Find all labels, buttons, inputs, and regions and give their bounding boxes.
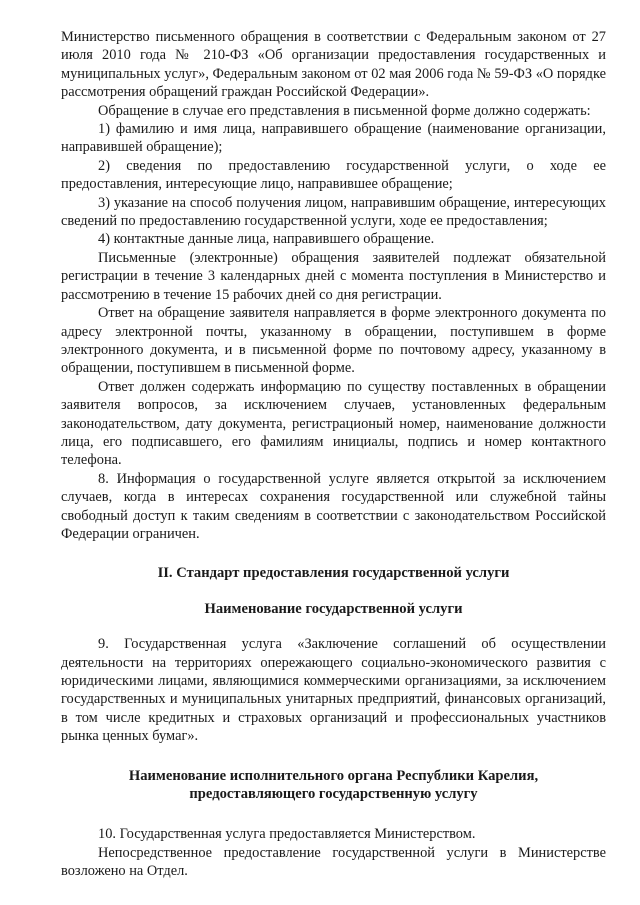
paragraph-ministry-request: Министерство письменного обращения в соответствии с Федеральным законом от 27 июля 2010 года № 210-ФЗ «Об организации предоставления государственных и муниципальных услуг», Федеральным законом от 02 мая 2006 года № 59-ФЗ «О порядке рассмотрения обращений граждан Российской Федерации». <box>61 29 606 101</box>
list-item-2: 2) сведения по предоставлению государственной услуги, о ходе ее предоставления, интересующие лицо, направившее обращение; <box>61 157 606 193</box>
paragraph-response-delivery: Ответ на обращение заявителя направляется в форме электронного документа по адресу электронной почты, указанному в обращении, поступившем в форме электронного документа, и в письменной форме по почтовому адресу, указанному в обращении, поступившем в письменной форме. <box>61 305 606 377</box>
paragraph-10: 10. Государственная услуга предоставляется Министерством. <box>98 826 476 843</box>
paragraph-response-content: Ответ должен содержать информацию по существу поставленных в обращении заявителя вопросов, за исключением случаев, установленных федеральным законодательством, дату документа, регистрационый номер, наименование должности лица, его подписавшего, его фамилиям инициалы, подпись и номер контактного телефона. <box>61 378 606 469</box>
list-item-4: 4) контактные данные лица, направившего обращение. <box>98 231 435 248</box>
paragraph-registration: Письменные (электронные) обращения заявителей подлежат обязательной регистрации в течение 3 календарных дней с момента поступления в Министерство и рассмотрению в течение 15 рабочих дней со дня регистрации. <box>61 249 606 303</box>
list-item-3: 3) указание на способ получения лицом, направившим обращение, интересующих сведений по предоставлению государственной услуги, ходе ее предоставления; <box>61 194 606 230</box>
list-item-1: 1) фамилию и имя лица, направившего обращение (наименование организации, направившей обращение); <box>61 121 606 156</box>
paragraph-request-contents: Обращение в случае его представления в письменной форме должно содержать: <box>98 102 591 119</box>
subtitle-executive-body <box>61 767 606 804</box>
section-title: II. Стандарт предоставления государственной услуги <box>157 565 510 582</box>
paragraph-department: Непосредственное предоставление государственной услуги в Министерстве возложено на Отдел. <box>61 844 606 880</box>
subtitle-service-name: Наименование государственной услуги <box>204 600 463 617</box>
paragraph-8: 8. Информация о государственной услуге является открытой за исключением случаев, когда в интересах сохранения государственной или служебной тайны свободный доступ к таким сведениям в соответствии с законодательством Российской Федерации ограничен. <box>61 470 606 542</box>
paragraph-9: 9. Государственная услуга «Заключение соглашений об осуществлении деятельности на территориях опережающего социально-экономического развития с юридическими лицами, являющимися коммерческими организациями, за исключением государственных и муниципальных унитарных предприятий, финансовых организаций, в том числе кредитных и страховых организаций и профессиональных участников рынка ценных бумаг». <box>61 636 606 745</box>
subtitle-executive-body-line1: Наименование исполнительного органа Республики Карелия, <box>128 767 539 784</box>
subtitle-executive-body-line2: предоставляющего государственную услугу <box>189 786 478 803</box>
